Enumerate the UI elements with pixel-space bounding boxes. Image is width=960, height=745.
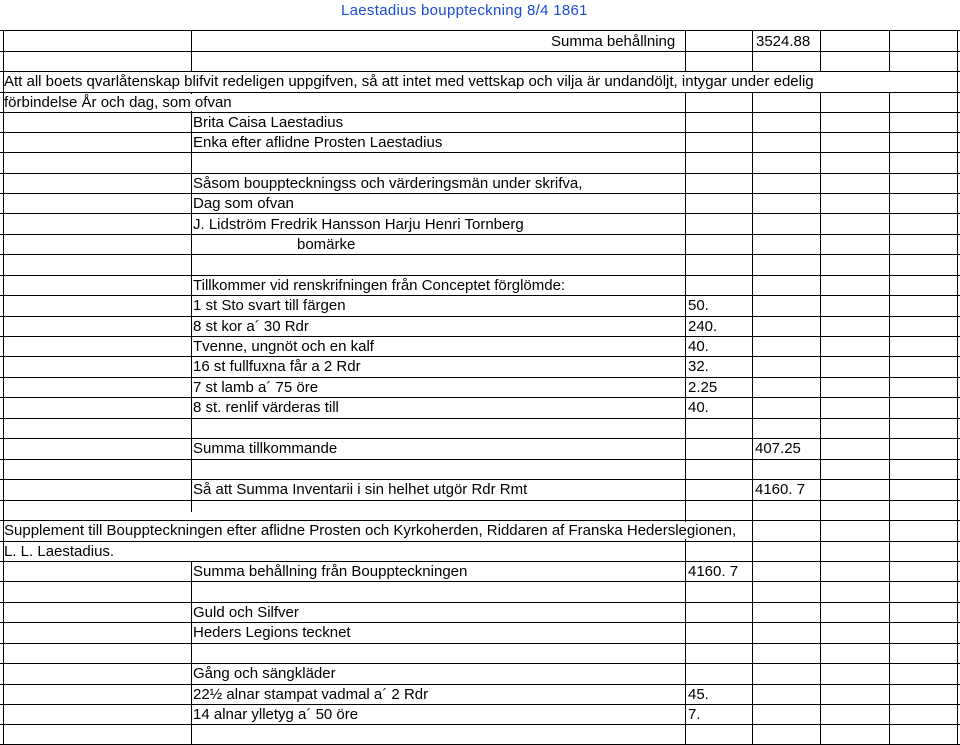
additions-total-value: 407.25 bbox=[755, 440, 801, 457]
supplement-row-desc: 22½ alnar stampat vadmal a´ 2 Rdr bbox=[193, 686, 429, 703]
addition-item-desc: 1 st Sto svart till färgen bbox=[193, 297, 346, 314]
supplement-item: Guld och Silfver bbox=[193, 604, 299, 621]
supplement-line-2: L. L. Laestadius. bbox=[4, 543, 115, 560]
additions-heading: Tillkommer vid renskrifningen från Conceptet förglömde: bbox=[193, 277, 566, 294]
supplement-row-value: 7. bbox=[688, 706, 701, 723]
supplement-balance-label: Summa behållning från Bouppteckningen bbox=[193, 563, 468, 580]
addition-item-value: 50. bbox=[688, 297, 709, 314]
addition-item-value: 240. bbox=[688, 318, 718, 335]
summary-value: 3524.88 bbox=[756, 33, 811, 50]
document-title: Laestadius bouppteckning 8/4 1861 bbox=[341, 2, 588, 19]
supplement-balance-value: 4160. 7 bbox=[688, 563, 739, 580]
summary-label: Summa behållning bbox=[551, 33, 676, 50]
supplement-line-1: Supplement till Bouppteckningen efter aflidne Prosten och Kyrkoherden, Riddaren af Franska Hederslegionen, bbox=[4, 522, 737, 539]
additions-total-label: Summa tillkommande bbox=[193, 440, 338, 457]
addition-item-value: 40. bbox=[688, 399, 709, 416]
supplement-row-desc: 14 alnar ylletyg a´ 50 öre bbox=[193, 706, 359, 723]
addition-item-desc: Tvenne, ungnöt och en kalf bbox=[193, 338, 374, 355]
addition-item-desc: 7 st lamb a´ 75 öre bbox=[193, 379, 319, 396]
addition-item-desc: 8 st kor a´ 30 Rdr bbox=[193, 318, 309, 335]
supplement-item: Heders Legions tecknet bbox=[193, 624, 351, 641]
signer-role: Enka efter aflidne Prosten Laestadius bbox=[193, 134, 443, 151]
addition-item-desc: 16 st fullfuxna får a 2 Rdr bbox=[193, 358, 361, 375]
addition-item-value: 32. bbox=[688, 358, 709, 375]
signer-name: Brita Caisa Laestadius bbox=[193, 114, 344, 131]
supplement-row-value: 45. bbox=[688, 686, 709, 703]
grand-total-value: 4160. 7 bbox=[755, 481, 806, 498]
addition-item-desc: 8 st. renlif värderas till bbox=[193, 399, 339, 416]
addition-item-value: 2.25 bbox=[688, 379, 718, 396]
addition-item-value: 40. bbox=[688, 338, 709, 355]
supplement-item: Gång och sängkläder bbox=[193, 665, 336, 682]
attestation-line-2: förbindelse År och dag, som ofvan bbox=[4, 94, 232, 111]
grand-total-label: Så att Summa Inventarii i sin helhet utgör Rdr Rmt bbox=[193, 481, 528, 498]
appraisers-intro: Såsom bouppteckningss och värderingsmän under skrifva, bbox=[193, 175, 583, 192]
appraiser-names: J. Lidström Fredrik Hansson Harju Henri Tornberg bbox=[193, 216, 524, 233]
attestation-line-1: Att all boets qvarlåtenskap blifvit redeligen uppgifven, så att intet med vettskap och vilja är undandöljt, intygar under edelig bbox=[4, 73, 814, 90]
appraisers-date: Dag som ofvan bbox=[193, 195, 294, 212]
mark-label: bomärke bbox=[297, 236, 356, 253]
